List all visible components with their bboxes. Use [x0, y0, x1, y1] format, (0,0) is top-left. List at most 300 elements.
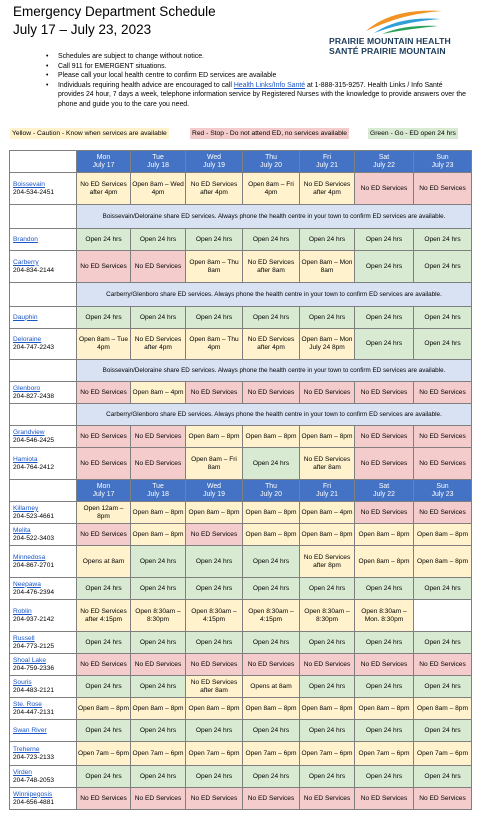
- note-item: [46, 81, 466, 110]
- site-row-deloraine: [10, 329, 472, 360]
- schedule-cell: Open 24 hrs: [243, 307, 300, 329]
- day-name: Wed: [206, 153, 222, 161]
- site-name-cell: [10, 251, 77, 283]
- note-item: [46, 71, 466, 81]
- schedule-cell: Open 24 hrs: [77, 676, 131, 698]
- site-link-killarney[interactable]: Killarney: [13, 504, 39, 512]
- schedule-cell: No ED Services: [355, 788, 414, 810]
- schedule-cell: No ED Services after 4pm: [77, 173, 131, 205]
- schedule-cell: Open 24 hrs: [300, 307, 355, 329]
- day-name: Sat: [378, 482, 390, 490]
- site-row-minnedosa: [10, 546, 472, 578]
- day-header-thu: [243, 480, 300, 502]
- day-date: July 19: [203, 490, 225, 498]
- day-header-mon: [77, 151, 131, 173]
- schedule-cell: Open 7am – 6pm: [300, 742, 355, 766]
- schedule-cell: Open 24 hrs: [131, 546, 186, 578]
- site-row-swan-river: [10, 720, 472, 742]
- schedule-cell: No ED Services: [77, 448, 131, 480]
- schedule-cell: Open 8am – 8pm: [414, 546, 472, 578]
- site-row-boissevain: [10, 173, 472, 205]
- shared-services-note-row: [10, 360, 472, 382]
- note-text: at 1-888-315-9257. Health Links / Info Santé provides 24 hour, 7 days a week, telephone information service by Registered Nurses with the knowledge to provide answers over the phone and guide you to the care you need.: [58, 81, 466, 108]
- site-name-cell: [10, 676, 77, 698]
- schedule-cell: Open 8am – 8pm: [243, 502, 300, 524]
- schedule-cell: Open 24 hrs: [186, 632, 243, 654]
- schedule-cell: Open 24 hrs: [77, 766, 131, 788]
- schedule-cell: Open 24 hrs: [300, 766, 355, 788]
- schedule-cell: Open 24 hrs: [414, 766, 472, 788]
- schedule-cell: Open 24 hrs: [131, 632, 186, 654]
- schedule-cell: No ED Services: [186, 788, 243, 810]
- schedule-cell: Open 8:30am – 8:30pm: [300, 600, 355, 632]
- schedule-cell: No ED Services: [186, 382, 243, 404]
- day-name: Tue: [152, 153, 164, 161]
- note-text: Individuals requiring health advice are encouraged to call: [58, 81, 234, 89]
- schedule-cell: Open 7am – 6pm: [186, 742, 243, 766]
- day-name: Sun: [436, 153, 449, 161]
- schedule-cell: Open 24 hrs: [243, 766, 300, 788]
- prairie-mountain-health-logo: [329, 5, 475, 55]
- schedule-cell: No ED Services: [300, 382, 355, 404]
- schedule-cell: No ED Services: [243, 382, 300, 404]
- schedule-cell: Open 24 hrs: [355, 578, 414, 600]
- site-link-hamiota[interactable]: Hamiota: [13, 455, 38, 463]
- title-line-2: July 17 – July 23, 2023: [13, 22, 152, 37]
- site-link-neepawa[interactable]: Neepawa: [13, 580, 41, 588]
- schedule-table: [9, 150, 472, 810]
- site-name-cell: [10, 382, 77, 404]
- schedule-cell: Open 24 hrs: [414, 307, 472, 329]
- schedule-cell: Open 8am – Tue 4pm: [77, 329, 131, 360]
- site-row-grandview: [10, 426, 472, 448]
- shared-services-note-row: [10, 283, 472, 307]
- site-link-carberry[interactable]: Carberry: [13, 258, 39, 266]
- site-name-cell: [10, 654, 77, 676]
- schedule-cell: No ED Services: [355, 502, 414, 524]
- schedule-cell: Open 24 hrs: [355, 766, 414, 788]
- schedule-cell: Open 7am – 6pm: [355, 742, 414, 766]
- note-text: Call 911 for EMERGENT situations.: [58, 62, 167, 70]
- shared-services-note-row: [10, 404, 472, 426]
- schedule-cell: Open 24 hrs: [355, 632, 414, 654]
- site-phone: 204-937-2142: [13, 615, 55, 623]
- schedule-cell: No ED Services after 8am: [300, 448, 355, 480]
- schedule-cell: Open 8:30am – 4:15pm: [186, 600, 243, 632]
- schedule-cell: No ED Services: [186, 524, 243, 546]
- site-name-cell: [10, 720, 77, 742]
- schedule-cell: Open 12am – 8pm: [77, 502, 131, 524]
- schedule-cell: Open 24 hrs: [300, 578, 355, 600]
- schedule-cell: Open 8am – 4pm: [131, 382, 186, 404]
- site-name-cell: [10, 742, 77, 766]
- schedule-cell: Open 8am – 8pm: [131, 524, 186, 546]
- schedule-cell: No ED Services: [414, 654, 472, 676]
- schedule-cell: Open 24 hrs: [77, 578, 131, 600]
- site-row-virden: [10, 766, 472, 788]
- schedule-cell: Open 24 hrs: [186, 720, 243, 742]
- day-name: Wed: [206, 482, 222, 490]
- site-link-boissevain[interactable]: Boissevain: [13, 180, 45, 188]
- site-row-shoal-lake: [10, 654, 472, 676]
- site-name-cell: [10, 546, 77, 578]
- site-link-souris[interactable]: Souris: [13, 678, 32, 686]
- schedule-cell: Open 24 hrs: [355, 329, 414, 360]
- site-row-neepawa: [10, 578, 472, 600]
- schedule-cell: Open 8am – 8pm: [131, 502, 186, 524]
- schedule-cell: Open 8:30am – 8:30pm: [131, 600, 186, 632]
- page-header: [0, 0, 477, 56]
- site-name-cell: [10, 524, 77, 546]
- schedule-cell: No ED Services after 4pm: [243, 329, 300, 360]
- note-spacer-cell: [10, 283, 77, 307]
- site-phone: 204-747-2243: [13, 344, 55, 351]
- day-header-wed: [186, 151, 243, 173]
- schedule-cell: No ED Services: [300, 654, 355, 676]
- note-text: Please call your local health centre to confirm ED services are available: [58, 72, 277, 80]
- schedule-cell: Open 8am – Wed 4pm: [131, 173, 186, 205]
- schedule-cell: Open 24 hrs: [414, 329, 472, 360]
- schedule-cell: Open 8am – 8pm: [243, 524, 300, 546]
- schedule-cell: No ED Services: [355, 448, 414, 480]
- day-header-tue: [131, 151, 186, 173]
- schedule-cell: Opens at 8am: [77, 546, 131, 578]
- shared-services-note-row: [10, 205, 472, 229]
- day-date: July 23: [431, 490, 454, 498]
- schedule-cell: Open 24 hrs: [414, 578, 472, 600]
- schedule-cell: No ED Services after 4pm: [300, 173, 355, 205]
- site-name-cell: [10, 698, 77, 720]
- site-link-swan-river[interactable]: Swan River: [13, 726, 47, 734]
- schedule-cell: Open 24 hrs: [186, 229, 243, 251]
- schedule-cell: No ED Services: [414, 173, 472, 205]
- site-row-carberry: [10, 251, 472, 283]
- schedule-cell: Open 8am – Fri 4pm: [243, 173, 300, 205]
- schedule-cell: Open 7am – 6pm: [243, 742, 300, 766]
- schedule-cell: Open 8am – 8pm: [243, 698, 300, 720]
- day-date: July 18: [147, 161, 169, 169]
- schedule-cell: No ED Services: [355, 173, 414, 205]
- schedule-cell: Open 24 hrs: [77, 720, 131, 742]
- day-name: Tue: [152, 482, 164, 490]
- schedule-cell: Open 8am – Thu 4pm: [186, 329, 243, 360]
- day-date: July 22: [373, 490, 395, 498]
- schedule-cell: Open 24 hrs: [131, 229, 186, 251]
- schedule-cell: Open 24 hrs: [243, 720, 300, 742]
- schedule-cell: No ED Services: [131, 251, 186, 283]
- schedule-cell: Open 8am – 8pm: [186, 426, 243, 448]
- site-link-glenboro[interactable]: Glenboro: [13, 384, 41, 392]
- site-link-dauphin[interactable]: Dauphin: [13, 313, 38, 321]
- schedule-cell: Open 8am – Mon 8am: [300, 251, 355, 283]
- schedule-cell: Open 24 hrs: [243, 546, 300, 578]
- schedule-cell: Open 24 hrs: [414, 632, 472, 654]
- day-header-fri: [300, 480, 355, 502]
- schedule-cell: No ED Services: [414, 448, 472, 480]
- schedule-cell: Open 24 hrs: [131, 720, 186, 742]
- schedule-cell: Open 24 hrs: [131, 307, 186, 329]
- site-name-cell: [10, 448, 77, 480]
- site-row-russell: [10, 632, 472, 654]
- day-header-sat: [355, 151, 414, 173]
- day-date: July 22: [373, 161, 395, 169]
- schedule-cell: Open 24 hrs: [243, 632, 300, 654]
- site-phone: 204-656-4881: [13, 798, 55, 806]
- site-name-cell: [10, 578, 77, 600]
- day-header-row: [10, 151, 472, 173]
- mountain-swoosh-icon: [364, 7, 444, 35]
- schedule-cell: Open 8am – 8pm: [77, 698, 131, 720]
- shared-services-note: Boissevain/Deloraine share ED services. Always phone the health centre in your town to confirm ED services are available.: [77, 360, 472, 382]
- day-header-tue: [131, 480, 186, 502]
- site-name-cell: [10, 788, 77, 810]
- schedule-cell: No ED Services after 4:15pm: [77, 600, 131, 632]
- day-name: Sun: [436, 482, 449, 490]
- schedule-cell: No ED Services after 8am: [186, 676, 243, 698]
- shared-services-note: Boissevain/Deloraine share ED services. Always phone the health centre in your town to confirm ED services are available.: [77, 205, 472, 229]
- day-name: Mon: [96, 153, 111, 161]
- schedule-cell: Open 24 hrs: [414, 251, 472, 283]
- note-text: Schedules are subject to change without notice.: [58, 53, 204, 60]
- site-row-brandon: [10, 229, 472, 251]
- schedule-cell: No ED Services: [355, 426, 414, 448]
- schedule-cell: Open 24 hrs: [355, 676, 414, 698]
- schedule-cell: No ED Services: [414, 502, 472, 524]
- schedule-cell: Open 24 hrs: [243, 448, 300, 480]
- schedule-cell: Open 7am – 6pm: [131, 742, 186, 766]
- legend-red: Red - Stop - Do not attend ED, no services available: [192, 130, 348, 137]
- color-legend: [10, 128, 470, 139]
- site-link-winnipegosis[interactable]: Winnipegosis: [13, 790, 53, 798]
- schedule-cell: No ED Services: [414, 788, 472, 810]
- schedule-cell: No ED Services: [131, 448, 186, 480]
- note-spacer-cell: [10, 205, 77, 229]
- site-row-killarney: [10, 502, 472, 524]
- site-phone: 204-476-2394: [13, 588, 55, 596]
- schedule-cell: Open 24 hrs: [186, 307, 243, 329]
- schedule-cell: No ED Services: [414, 426, 472, 448]
- schedule-cell: No ED Services: [355, 654, 414, 676]
- schedule-cell: No ED Services: [131, 426, 186, 448]
- day-header-mon: [77, 480, 131, 502]
- schedule-cell: Open 24 hrs: [300, 676, 355, 698]
- schedule-cell: Open 24 hrs: [77, 307, 131, 329]
- schedule-cell: Open 24 hrs: [300, 229, 355, 251]
- site-row-hamiota: [10, 448, 472, 480]
- site-row-melita: [10, 524, 472, 546]
- site-phone: 204-834-2144: [13, 266, 55, 274]
- schedule-cell: Open 24 hrs: [355, 307, 414, 329]
- day-name: Fri: [322, 482, 332, 490]
- site-row-dauphin: [10, 307, 472, 329]
- site-name-cell: [10, 173, 77, 205]
- schedule-cell: No ED Services: [77, 524, 131, 546]
- schedule-cell: Open 8am – 8pm: [131, 698, 186, 720]
- site-name-cell: [10, 329, 77, 360]
- notes-list: [46, 52, 466, 110]
- schedule-cell: Open 24 hrs: [300, 720, 355, 742]
- shared-services-note: Carberry/Glenboro share ED services. Always phone the health centre in your town to confirm ED services are available.: [77, 404, 472, 426]
- site-phone: 204-759-2336: [13, 664, 55, 672]
- schedule-cell: Open 8am – 8pm: [355, 524, 414, 546]
- schedule-cell: Open 8am – 4pm: [300, 502, 355, 524]
- schedule-cell: Open 8am – 8pm: [414, 698, 472, 720]
- site-link-virden[interactable]: Virden: [13, 768, 32, 776]
- page-title: [13, 3, 216, 39]
- schedule-cell: Open 24 hrs: [414, 720, 472, 742]
- schedule-cell: No ED Services after 4pm: [131, 329, 186, 360]
- site-row-souris: [10, 676, 472, 698]
- day-date: July 20: [260, 161, 282, 169]
- schedule-cell: Open 8am – Fri 8am: [186, 448, 243, 480]
- day-header-thu: [243, 151, 300, 173]
- schedule-cell: No ED Services: [355, 382, 414, 404]
- site-link-russell[interactable]: Russell: [13, 634, 35, 642]
- day-date: July 20: [260, 490, 282, 498]
- schedule-cell: Open 8:30am – Mon. 8:30pm: [355, 600, 414, 632]
- site-phone: 204-534-2451: [13, 188, 55, 196]
- schedule-cell: Open 24 hrs: [131, 676, 186, 698]
- site-row-treherne: [10, 742, 472, 766]
- schedule-cell: No ED Services: [414, 382, 472, 404]
- site-row-winnipegosis: [10, 788, 472, 810]
- site-link-ste-rose[interactable]: Ste. Rose: [13, 700, 42, 708]
- schedule-cell: Open 24 hrs: [186, 546, 243, 578]
- schedule-cell: No ED Services: [77, 654, 131, 676]
- site-phone: 204-867-2701: [13, 561, 55, 569]
- site-link-deloraine[interactable]: Deloraine: [13, 336, 42, 344]
- schedule-cell: Open 24 hrs: [243, 578, 300, 600]
- corner-cell: [10, 480, 77, 502]
- site-phone: 204-764-2412: [13, 463, 55, 471]
- schedule-cell: No ED Services: [77, 788, 131, 810]
- site-name-cell: [10, 632, 77, 654]
- schedule-cell: No ED Services: [77, 382, 131, 404]
- site-row-roblin: [10, 600, 472, 632]
- day-name: Fri: [322, 153, 332, 161]
- schedule-cell: Open 8am – 8pm: [186, 698, 243, 720]
- schedule-cell: No ED Services after 8pm: [300, 546, 355, 578]
- schedule-cell: Open 8am – 8pm: [355, 698, 414, 720]
- schedule-cell: No ED Services: [77, 251, 131, 283]
- day-header-sat: [355, 480, 414, 502]
- schedule-cell: No ED Services after 8am: [243, 251, 300, 283]
- site-link-minnedosa[interactable]: Minnedosa: [13, 553, 46, 561]
- legend-yellow: Yellow - Caution - Know when services are available: [12, 130, 167, 137]
- site-name-cell: [10, 229, 77, 251]
- day-date: July 17: [92, 161, 115, 169]
- note-item: [46, 52, 466, 62]
- schedule-cell: No ED Services: [131, 788, 186, 810]
- site-phone: 204-523-4661: [13, 512, 55, 520]
- day-header-fri: [300, 151, 355, 173]
- logo-text-english: PRAIRIE MOUNTAIN HEALTH: [329, 36, 451, 46]
- site-phone: 204-483-2121: [13, 686, 55, 694]
- schedule-cell: No ED Services after 4pm: [186, 173, 243, 205]
- day-date: July 17: [92, 490, 115, 498]
- schedule-cell: Open 8:30am – 4:15pm: [243, 600, 300, 632]
- site-name-cell: [10, 426, 77, 448]
- site-name-cell: [10, 502, 77, 524]
- schedule-cell: Open 7am – 6pm: [414, 742, 472, 766]
- day-date: July 21: [316, 161, 338, 169]
- legend-green: Green - Go - ED open 24 hrs: [370, 130, 456, 137]
- day-date: July 18: [147, 490, 169, 498]
- schedule-cell: Open 8am – 8pm: [414, 524, 472, 546]
- day-header-sun: [414, 480, 472, 502]
- schedule-cell: No ED Services: [243, 654, 300, 676]
- schedule-cell: Open 24 hrs: [355, 229, 414, 251]
- site-link-brandon[interactable]: Brandon: [13, 235, 38, 243]
- site-link-treherne[interactable]: Treherne: [13, 745, 40, 753]
- schedule-cell: Open 7am – 6pm: [77, 742, 131, 766]
- schedule-cell: Open 8am – 8pm: [243, 426, 300, 448]
- note-item: [46, 62, 466, 72]
- site-name-cell: [10, 600, 77, 632]
- site-phone: 204-748-2053: [13, 776, 55, 784]
- note-spacer-cell: [10, 404, 77, 426]
- schedule-cell: Open 24 hrs: [186, 578, 243, 600]
- site-link-grandview[interactable]: Grandview: [13, 428, 45, 436]
- site-phone: 204-546-2425: [13, 436, 55, 444]
- schedule-cell: Open 24 hrs: [243, 229, 300, 251]
- corner-cell: [10, 151, 77, 173]
- schedule-cell: Open 8am – 8pm: [300, 426, 355, 448]
- health-links-link[interactable]: Health Links/Info Santé: [233, 81, 306, 89]
- site-link-melita[interactable]: Melita: [13, 526, 31, 534]
- day-date: July 23: [431, 161, 454, 169]
- site-row-glenboro: [10, 382, 472, 404]
- day-name: Sat: [378, 153, 390, 161]
- day-name: Thu: [265, 153, 277, 161]
- schedule-cell: Open 8am – 8pm: [355, 546, 414, 578]
- schedule-cell: Open 24 hrs: [77, 632, 131, 654]
- site-row-ste-rose: [10, 698, 472, 720]
- schedule-cell: [414, 600, 472, 632]
- schedule-cell: Open 24 hrs: [77, 229, 131, 251]
- schedule-cell: Open 8am – Mon July 24 8pm: [300, 329, 355, 360]
- day-date: July 21: [316, 490, 338, 498]
- day-header-sun: [414, 151, 472, 173]
- schedule-cell: Open 24 hrs: [131, 766, 186, 788]
- schedule-cell: Open 24 hrs: [355, 251, 414, 283]
- schedule-cell: No ED Services: [131, 654, 186, 676]
- site-name-cell: [10, 307, 77, 329]
- logo-text-french: SANTÉ PRAIRIE MOUNTAIN: [329, 46, 446, 56]
- schedule-cell: No ED Services: [77, 426, 131, 448]
- site-phone: 204-827-2438: [13, 392, 55, 400]
- site-phone: 204-773-2125: [13, 642, 55, 650]
- day-date: July 19: [203, 161, 225, 169]
- schedule-cell: Open 8am – Thu 8am: [186, 251, 243, 283]
- schedule-cell: Open 24 hrs: [355, 720, 414, 742]
- schedule-cell: Open 24 hrs: [131, 578, 186, 600]
- day-header-row: [10, 480, 472, 502]
- day-name: Thu: [265, 482, 277, 490]
- site-phone: 204-723-2133: [13, 753, 55, 761]
- site-link-shoal-lake[interactable]: Shoal Lake: [13, 656, 46, 664]
- schedule-cell: No ED Services: [186, 654, 243, 676]
- schedule-cell: Open 8am – 8pm: [186, 502, 243, 524]
- site-name-cell: [10, 766, 77, 788]
- schedule-cell: Open 24 hrs: [186, 766, 243, 788]
- schedule-cell: Opens at 8am: [243, 676, 300, 698]
- title-line-1: Emergency Department Schedule: [13, 4, 216, 19]
- schedule-cell: No ED Services: [243, 788, 300, 810]
- site-link-roblin[interactable]: Roblin: [13, 607, 32, 615]
- site-phone: 204-447-2131: [13, 708, 55, 716]
- day-name: Mon: [96, 482, 111, 490]
